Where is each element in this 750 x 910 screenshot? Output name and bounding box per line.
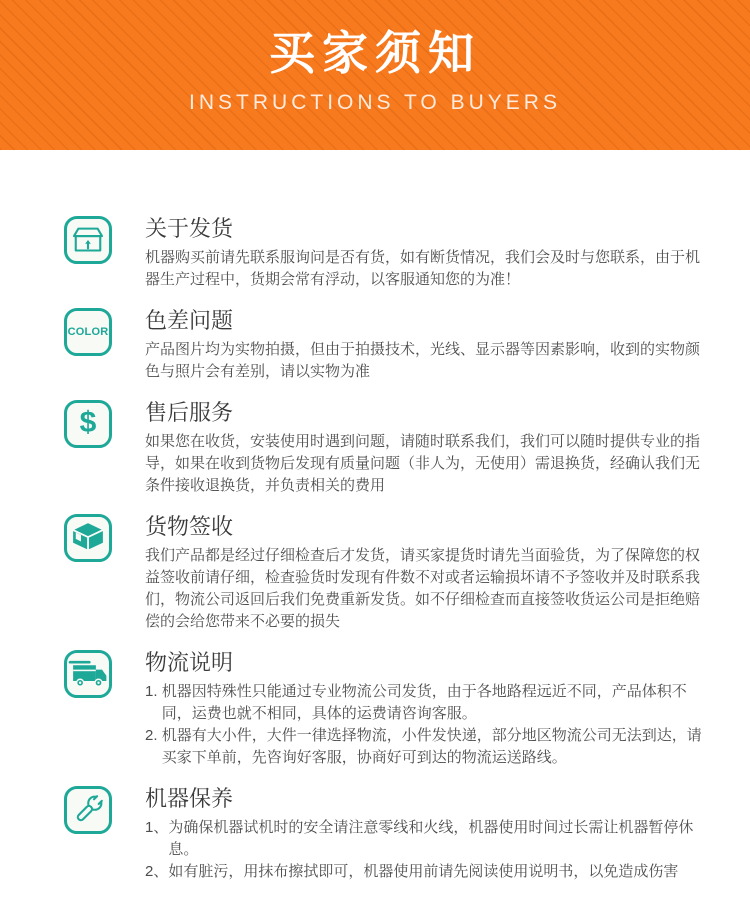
section-title: 物流说明 (145, 650, 234, 675)
list-item (145, 817, 713, 861)
page-title: 买家须知 (269, 27, 481, 79)
header-banner (0, 0, 750, 150)
list-item (145, 725, 713, 769)
color-badge-label: COLOR (67, 326, 109, 338)
section-body: 我们产品都是经过仔细检查后才发货，请买家提货时请先当面验货，为了保障您的权益签收前请仔细，检查验货时发现有件数不对或者运输损坏请不予签收并及时联系我们，物流公司返回后我们免费重新发货。如不仔细检查而直接签收货运公司是拒绝赔偿的会给您带来不必要的损失 (145, 547, 701, 630)
color-badge-icon (64, 308, 112, 356)
wrench-icon (64, 786, 112, 834)
section-title: 货物签收 (145, 514, 234, 539)
section-title: 关于发货 (145, 216, 234, 241)
section-after-sales (64, 400, 713, 497)
list-marker: 1. (145, 683, 162, 700)
section-title: 售后服务 (145, 400, 234, 425)
page-subtitle: INSTRUCTIONS TO BUYERS (189, 90, 561, 114)
section-goods-receipt (64, 514, 713, 633)
list-item (145, 681, 713, 725)
list-item (145, 861, 713, 883)
list-marker: 1、 (145, 819, 169, 836)
dollar-glyph: $ (79, 406, 97, 439)
section-title: 色差问题 (145, 308, 234, 333)
section-body: 产品图片均为实物拍摄，但由于拍摄技术，光线、显示器等因素影响，收到的实物颜色与照片会有差别，请以实物为准 (145, 341, 701, 380)
section-body: 机器购买前请先联系服询问是否有货，如有断货情况，我们会及时与您联系，由于机器生产过程中，货期会常有浮动，以客服通知您的为准！ (145, 249, 701, 288)
truck-icon (64, 650, 112, 698)
list-text: 机器因特殊性只能通过专业物流公司发货，由于各地路程远近不同，产品体积不同，运费也就不相同，具体的运费请咨询客服。 (161, 683, 687, 722)
list-marker: 2、 (145, 863, 169, 880)
section-body: 如果您在收货，安装使用时遇到问题，请随时联系我们，我们可以随时提供专业的指导，如果在收到货物后发现有质量问题（非人为，无使用）需退换货，经确认我们无条件接收退换货，并负责相关的费用 (145, 433, 701, 494)
list-text: 如有脏污，用抹布擦拭即可，机器使用前请先阅读使用说明书，以免造成伤害 (168, 863, 679, 880)
section-shipping (64, 216, 713, 291)
section-maintenance (64, 786, 713, 883)
package-3d-icon (64, 514, 112, 562)
sections-container (0, 150, 750, 883)
package-arrow-up-icon (64, 216, 112, 264)
section-logistics (64, 650, 713, 769)
list-marker: 2. (145, 727, 162, 744)
section-title: 机器保养 (145, 786, 234, 811)
list-text: 机器有大小件，大件一律选择物流，小件发快递，部分地区物流公司无法到达，请买家下单前，先咨询好客服，协商好可到达的物流运送路线。 (161, 727, 702, 766)
list-text: 为确保机器试机时的安全请注意零线和火线，机器使用时间过长需让机器暂停休息。 (168, 819, 694, 858)
dollar-icon (64, 400, 112, 448)
section-color-difference (64, 308, 713, 383)
